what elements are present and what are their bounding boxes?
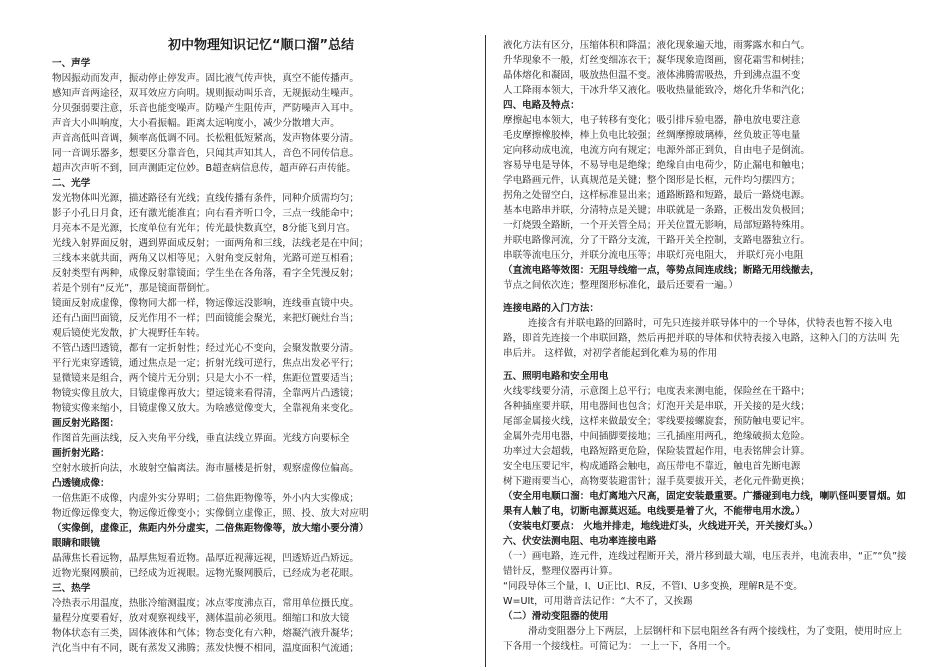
spacer — [503, 361, 908, 369]
text-line: 晶薄焦长看远物，晶厚焦短看近物。晶厚近视薄远视，凹透矫近凸矫远。 — [52, 553, 359, 564]
right-column — [503, 38, 908, 654]
text-line: 空射水玻折向法，水玻射空偏离法。海市蜃楼是折射，观察虚像位偏高。 — [52, 463, 359, 474]
text-line: 树下避雨要当心，高物要装避雷针；湿手莫要拔开关，老化元件勤更换； — [503, 476, 810, 487]
text-line: 发光物体叫光源，描述路径有光线；直线传播有条件，同种介质需均匀； — [52, 193, 359, 204]
text-line: 人工降雨本领大，干冰升华又液化。吸收热量能致冷，熔化升华和汽化； — [503, 85, 810, 96]
text-line: 冷热表示用温度，热胀冷缩测温度；冰点零度沸点百，常用单位摄氏度。 — [52, 598, 359, 609]
text-line: 声音高低叫音调，频率高低调不同。长松粗低短紧高，发声物体要分清。 — [52, 133, 359, 144]
text-line: 定向移动成电流，电流方向有规定；电源外部正到负，自由电子是倒流。 — [503, 145, 810, 156]
section-heading: 凸透镜成像： — [52, 478, 110, 489]
text-line: 物镜实像且放大，目镜虚像再放大；望远镜来看得清，全靠两片凸透镜； — [52, 388, 359, 399]
text-line: 物因振动而发声，振动停止停发声。固比液气传声快，真空不能传播声。 — [52, 73, 359, 84]
text-line: 三线本来就共面，两角又以相等见；入射角变反射角，光路可逆互相看； — [52, 253, 359, 264]
text-line: 物镜实像来缩小，目镜虚像又放大。为啥感觉像变大，全靠视角来变化。 — [52, 403, 359, 414]
left-column — [52, 56, 470, 656]
text-line: 一倍焦距不成像，内虚外实分界明；二倍焦距物像等，外小内大实像成； — [52, 493, 359, 504]
text-line: 超声次声听不到，回声测距定位妙。B超查病信息传，超声碎石声传能。 — [52, 163, 356, 174]
text-line: 光线入射界面反射，遇到界面成反射；一面两角和三线，法线老是在中间； — [52, 238, 369, 249]
text-line: 同一音调乐器多，想要区分靠音色，只闻其声知其人，音色不同传信息。 — [52, 148, 359, 159]
section-heading: 眼睛和眼镜 — [52, 538, 100, 549]
text-line: 还有凸面凹面镜，反光作用不一样；凹面镜能会聚光，来把灯碗灶台当； — [52, 313, 359, 324]
text-line: 一灯烧毁全路断，一个开关管全局；开关位置无影响，局部短路特殊用。 — [503, 220, 810, 231]
text-line: “同段导体三个量，I、U正比I、R反，不管I、U多变换，理解R是不变。 — [503, 581, 803, 592]
text-line: 火线零线要分清，示意图上总平行；电度表来测电能，保险丝在干路中； — [503, 386, 810, 397]
text-line: 作图首先画法线，反入夹角平分线，垂直法线立界面。光线方向要标全 — [52, 433, 350, 444]
paragraph: 连接含有并联电路的回路时，可先只连接并联导体中的一个导体，伏特表也暂不接入电路，即首先连接一个串联回路，然后再把并联的导体和伏特表接入电路，这种入门的方法叫 先串后并。 这样做，对初学者能起到化难为易的作用 — [503, 318, 900, 359]
section-heading: 二、光学 — [52, 178, 91, 189]
section-heading: 画折射光路： — [52, 448, 110, 459]
text-line: 汽化当中有不同，既有蒸发又沸腾；蒸发快慢不相同，温度面积气流通； — [52, 643, 359, 654]
text-line: 影子小孔日月食，还有激光能准直；向右看齐听口令，三点一线能命中； — [52, 208, 359, 219]
text-line: 容易导电是导体，不易导电是绝缘；绝缘自由电荷少，防止漏电和触电； — [503, 160, 810, 171]
text-line: 节点之间依次连；整理图形标准化，最后还要看一遍。） — [503, 280, 739, 291]
text-line: 不管凸透凹透镜，都有一定折射性；经过光心不变向，会聚发散要分清。 — [52, 343, 359, 354]
column-divider — [485, 35, 486, 667]
text-line: 拐角之处留空白，这样标准显出来；通路断路和短路，最后一路烧电源。 — [503, 190, 810, 201]
section-heading: 一、声学 — [52, 58, 91, 69]
text-line: W=UIt，可用谐音法记作：“大不了，又挨踢 — [503, 596, 693, 607]
section-heading: （安全用电顺口溜：电灯离地六尺高，固定安装最重要。广播碰到电力线，喇叭怪叫要冒烟。如果有人触了电，切断电源莫迟延。电线要是着了火，不能带电用水泼。） — [503, 491, 906, 517]
page-title: 初中物理知识记忆“顺口溜”总结 — [167, 38, 355, 53]
text-line: 串联等流电压分，并联分流电压等；串联灯亮电阻大， 并联灯亮小电阻 — [503, 250, 804, 261]
text-line: 月亮本不是光源，长度单位有光年；传光最快数真空，8分能飞到月宫。 — [52, 223, 356, 234]
text-line: 尾部金属接火线，这样来做最安全；零线要接螺旋套，预防触电要记牢。 — [503, 416, 810, 427]
text-line: 摩擦起电本领大，电子转移有变化；吸引排斥验电器，静电放电要注意 — [503, 115, 801, 126]
section-heading: （二）滑动变阻器的使用 — [503, 611, 609, 622]
paragraph: 滑动变阻器分上下两层，上层钢杆和下层电阻丝各有两个接线柱，为了变阻，使用时应上下各用一个接线柱。可简记为： 一上一下，各用一个。 — [503, 626, 903, 652]
text-line: 金属外壳用电器，中间插脚要接地；三孔插座用两孔，绝缘破损太危险。 — [503, 431, 810, 442]
text-line: 液化方法有区分，压缩体积和降温；液化现象遍天地，雨雾露水和白气。 — [503, 40, 810, 51]
section-heading: （直流电路等效图：无阻导线缩一点，等势点间连成线；断路无用线撤去， — [503, 265, 820, 276]
text-line: 并联电路像河流，分了干路分支流，干路开关全控制，支路电器独立行。 — [503, 235, 810, 246]
text-line: 各种插座要并联，用电器间也包含；灯泡开关是串联，开关接的是火线； — [503, 401, 810, 412]
text-line: 镜面反射成虚像，像物同大都一样，物远像远没影响，连线垂直镜中央。 — [52, 298, 359, 309]
text-line: 功率过大会超载，电路短路更危险，保险装置起作用，电表铭牌会计算。 — [503, 446, 810, 457]
section-heading: 四、电路及特点： — [503, 100, 580, 111]
section-heading: 画反射光路图： — [52, 418, 120, 429]
section-heading: 六、伏安法测电阻、电功率连接电路 — [503, 536, 657, 547]
section-heading: 连接电路的入门方法： — [503, 303, 599, 314]
text-line: 分贝强弱要注意，乐音也能变噪声。防噪产生阻传声，严防噪声入耳中。 — [52, 103, 359, 114]
text-line: 观后镜使光发散，扩大视野任车转。 — [52, 328, 206, 339]
text-line: 学电路画元件，认真规范是关键；整个图形是长框，元件均匀摆四方； — [503, 175, 801, 186]
text-line: 若是个别有“反光”，那是镜面帮倒忙。 — [52, 283, 216, 294]
text-line: 物体状态有三类，固体液体和气体；物态变化有六种，熔凝汽液升凝华； — [52, 628, 359, 639]
section-heading: 五、照明电路和安全用电 — [503, 371, 609, 382]
text-line: 物近像远像变大，物远像近像变小；实像倒立虚像正，照、投、放大对应明 — [52, 508, 369, 519]
section-heading: （安装电灯要点： 火地并排走，地线进灯头，火线进开关，开关接灯头。） — [503, 521, 819, 532]
spacer — [503, 293, 908, 301]
section-heading: 三、热学 — [52, 583, 91, 594]
text-line: 反射类型有两种，成像反射靠镜面；学生坐在各角落，看字全凭漫反射； — [52, 268, 359, 279]
text-line: 显微镜来是组合，两个镜片无分别；只是大小不一样，焦距位置要适当； — [52, 373, 359, 384]
text-line: 基本电路串并联，分清特点是关键；串联就是一条路，正极出发负极回； — [503, 205, 810, 216]
text-line: 声音大小叫响度，大小看振幅。距离太远响度小，减少分散增大声。 — [52, 118, 340, 129]
text-line: 毛皮摩擦橡胶棒，棒上负电比较强；丝绸摩擦玻璃棒，丝负玻正等电量 — [503, 130, 801, 141]
text-line: 感知声音两途径，双耳效应方向明。规则振动叫乐音，无规振动生噪声。 — [52, 88, 359, 99]
text-line: 安全电压要记牢，构成通路会触电，高压带电不靠近，触电首先断电源 — [503, 461, 801, 472]
text-line: 平行光束穿透镜，通过焦点是一定；折射光线可逆行，焦点出发必平行； — [52, 358, 359, 369]
section-heading: （实像倒，虚像正，焦距内外分虚实，二倍焦距物像等，放大缩小要分清） — [52, 523, 369, 534]
text-line: 量程分度要看好，放对观察视线平，测体温前必须甩。细缩口和放大镜 — [52, 613, 350, 624]
text-line: 升华现象不一般，灯丝变细冻衣干；凝华现象造图画，窗花霜雪和树挂； — [503, 55, 810, 66]
text-line: 晶体熔化和凝固，吸放热但温不变。液体沸腾需吸热，升到沸点温不变 — [503, 70, 801, 81]
text-line: 近物光聚网膜前，已经成为近视眼。远物光聚网膜后，已经成为老花眼。 — [52, 568, 359, 579]
text-line: （一）画电路，连元件，连线过程断开关，滑片移到最大端，电压表并，电流表串，“正”“负”接错针反，整理仪器再计算。 — [503, 551, 907, 577]
